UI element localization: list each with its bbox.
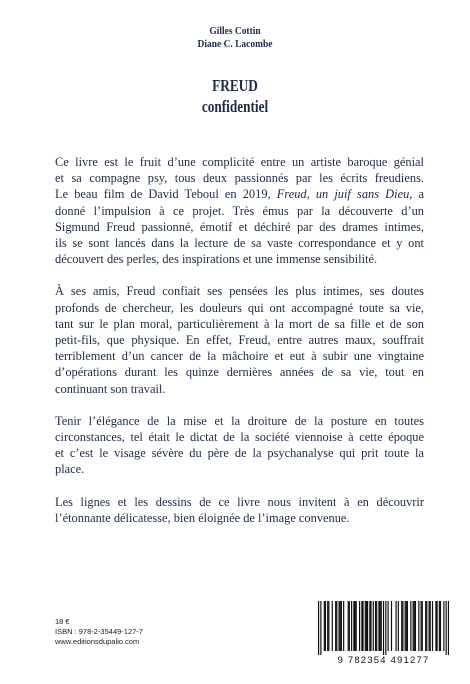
authors-block [33,25,437,51]
barcode-bar [369,601,370,651]
barcode-bar [422,601,423,651]
barcode-bar [349,601,350,651]
barcode-bar [373,601,374,651]
text-line [55,494,424,510]
text-line [55,154,424,170]
imprint-info [55,617,143,647]
barcode-bar [440,601,441,651]
barcode-bar [395,601,396,651]
text-segment: Les lignes et les dessins de ce livre nous invitent à en découvrir [55,494,424,509]
text-segment: Tenir l’élégance de la mise et la droiture de la posture en toutes [55,413,424,428]
publisher-website: www.editionsdupalio.com [55,637,140,646]
text-segment: tant sur le plan moral, particulièrement à la mort de sa fille et de son [55,316,424,331]
barcode-bar [429,601,430,651]
barcode-bar [415,601,416,651]
title-line: FREUD [212,76,258,95]
barcode-bar [414,601,415,651]
barcode-bar [359,601,360,651]
text-line [55,186,424,202]
blurb-text [55,154,424,526]
text-line [55,235,424,251]
barcode-bar [343,601,344,651]
text-line [55,203,424,219]
text-line [55,413,424,429]
author-name: Gilles Cottin [209,25,261,37]
text-line [55,445,424,461]
text-segment: place. [55,462,85,477]
text-line [55,219,424,235]
barcode-bar [413,601,414,651]
barcode-bar [425,601,426,651]
text-line [55,332,424,348]
barcode-bar [448,601,449,655]
text-line [55,381,424,397]
barcode-bar [383,601,384,655]
text-line [55,316,424,332]
barcode-bar [446,601,447,655]
title-line: confidentiel [201,97,269,116]
barcode-bar [436,601,437,651]
barcode-bar [385,601,386,655]
blurb-paragraph [55,494,424,526]
barcode-bar [401,601,402,651]
text-segment: l’étonnante délicatesse, bien éloignée de l’image convenue. [55,510,350,525]
text-segment: ils se sont lancés dans la lecture de sa vaste correspondance et y ont [55,236,424,251]
barcode-bar [335,601,336,651]
text-segment: continuant son travail. [55,381,166,396]
barcode-bar [339,601,340,651]
text-segment: Sigmund Freud passionné, émotif et déchiré par des drames intimes, [55,219,424,234]
barcode-bar [328,601,329,651]
barcode-bar [332,601,333,651]
text-segment: découvert des perles, des inspirations et une immense sensibilité. [55,252,378,267]
barcode-bar [410,601,411,651]
barcode-bar [356,601,357,651]
barcode-image [318,601,449,655]
barcode-bar [432,601,433,651]
barcode-area [310,597,457,674]
barcode-bar [348,601,349,651]
text-line [55,300,424,316]
barcode-bar [351,601,352,651]
barcode-bar [336,601,337,651]
author-name: Diane C. Lacombe [197,38,273,50]
barcode-bar [375,601,376,651]
text-segment: et sa compagne psy, tous deux passionnés par les écrits freudiens. [55,171,424,186]
barcode-bar [353,601,354,651]
text-segment: circonstances, tel était le dictat de la société viennoise à cette époque [55,430,424,445]
blurb-paragraph [55,154,424,267]
book-title [52,75,419,117]
price-label: 18 € [55,617,70,626]
barcode-bar [324,601,325,651]
text-segment: Le beau film de David Teboul en 2019, [55,187,277,202]
barcode-bar [376,601,377,651]
barcode-bar [340,601,341,651]
barcode-bar [365,601,366,651]
text-segment: petit-fils, que physique. En effet, Freud, entre autres maux, souffrait [55,333,424,348]
barcode-bar [370,601,371,651]
barcode-bar [407,601,408,651]
barcode-bar [327,601,328,651]
barcode-bar [378,601,379,651]
barcode-bar [406,601,407,651]
barcode-bar [380,601,381,651]
barcode-bar [341,601,342,651]
barcode-bar [443,601,444,651]
barcode-bar [391,601,392,651]
text-segment: donné l’impulsion à ce projet. Très émus par la découverte d’un [55,203,424,218]
text-line [55,170,424,186]
barcode-bar [418,601,419,651]
barcode-bar [398,601,399,651]
text-line [55,461,424,477]
barcode-bar [426,601,427,651]
text-segment: et c’est le visage sévère du père de la psychanalyse qui prit toute la [55,446,424,461]
text-segment: d’opérations durant les quinze dernières années de sa vie, tout en [55,365,424,380]
barcode-bar [318,601,319,655]
film-title: Freud, un juif sans Dieu [276,187,410,202]
barcode-digits: 9 782354 491277 [337,655,430,666]
text-line [55,510,424,526]
text-line [55,251,424,267]
barcode-bar [320,601,321,655]
text-line [55,283,424,299]
text-segment: terriblement d’un cancer de la mâchoire et eut à subir une vingtaine [55,349,424,364]
blurb-paragraph [55,283,424,396]
barcode-bar [402,601,403,651]
text-line [55,348,424,364]
barcode-bar [354,601,355,651]
text-segment: profonds de chercheur, les douleurs qui ont accompagné toute sa vie, [55,300,424,315]
barcode-bar [430,601,431,651]
barcode-bar [387,601,388,651]
barcode-bar [366,601,367,651]
isbn-label: ISBN : 978-2-35449-127-7 [55,627,143,636]
barcode-bar [435,601,436,651]
barcode-bar [362,601,363,651]
text-segment: , a [409,187,424,202]
text-segment: À ses amis, Freud confiait ses pensées les plus intimes, ses doutes [55,284,424,299]
barcode-bar [367,601,368,651]
text-segment: Ce livre est le fruit d’une complicité entre un artiste baroque génial [55,155,424,169]
blurb-paragraph [55,413,424,478]
barcode-bar [381,601,382,651]
barcode-bar [325,601,326,651]
text-line [55,364,424,380]
barcode-bar [361,601,362,651]
barcode-bar [421,601,422,651]
barcode-bar [439,601,440,651]
barcode-bar [405,601,406,651]
text-line [55,429,424,445]
